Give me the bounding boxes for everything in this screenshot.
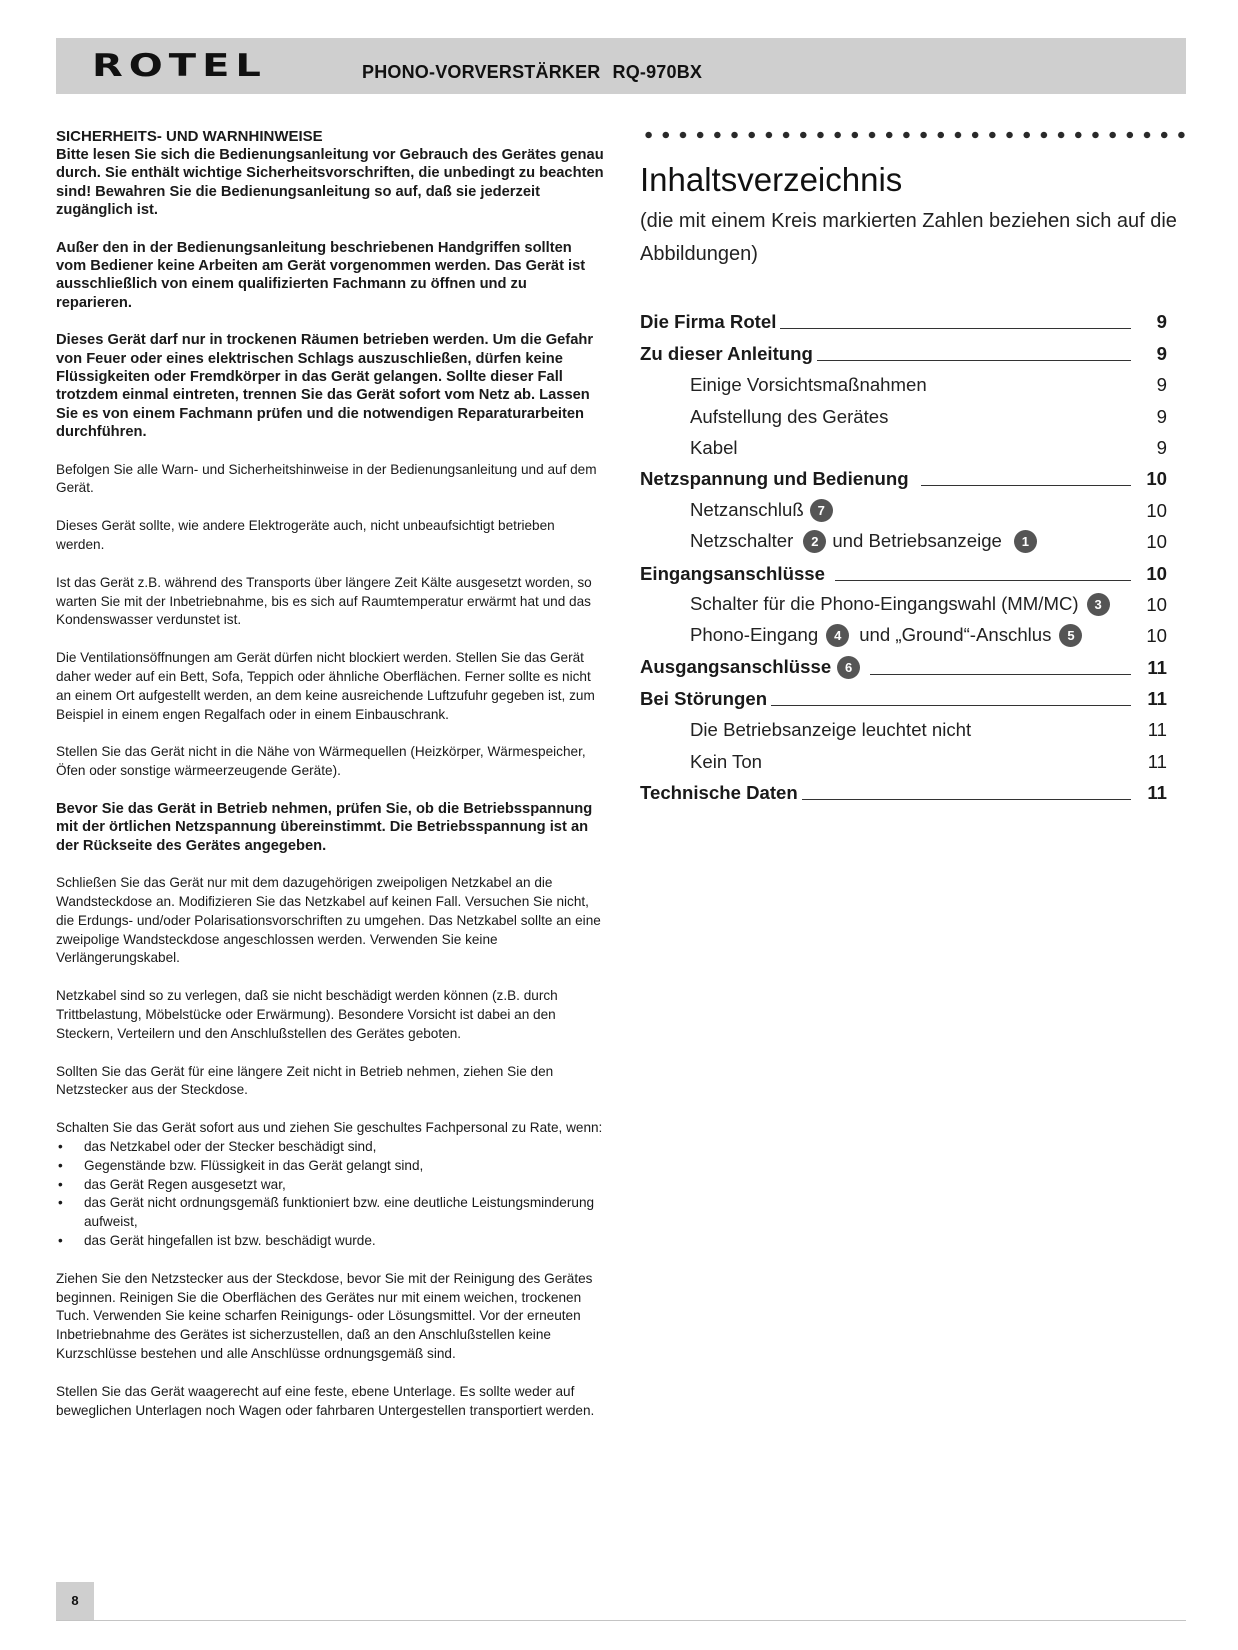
figure-reference-badge: 4 (826, 624, 849, 647)
toc-subentry[interactable] (640, 710, 1167, 741)
toc-subentry[interactable] (640, 490, 1167, 521)
toc-entry-text: Ausgangsanschlüsse (640, 655, 832, 677)
toc-entry[interactable] (640, 679, 1167, 710)
list-item-text: das Netzkabel oder der Stecker beschädigt sind, (84, 1139, 377, 1155)
leader-line (835, 579, 1131, 581)
toc-entry-label (640, 624, 1088, 647)
toc-entry-label: Zu dieser Anleitung (640, 342, 813, 364)
toc-entry-text: Netzschalter (690, 530, 794, 552)
product-type: PHONO-VORVERSTÄRKER (362, 62, 601, 82)
toc-entry-label: Einige Vorsichtsmaßnahmen (690, 374, 927, 396)
toc-subentry[interactable] (640, 585, 1167, 616)
toc-page-number: 9 (1156, 436, 1167, 458)
safety-paragraph: Ist das Gerät z.B. während des Transports über längere Zeit Kälte ausgesetzt worden, so warten Sie mit der Inbetriebnahme, bis es sich auf Raumtemperatur erwärmt hat und das Kondenswasser verdunstet ist. (56, 574, 592, 628)
safety-paragraph: Außer den in der Bedienungsanleitung beschriebenen Handgriffen sollten vom Bediener keine Arbeiten am Gerät vorgenommen werden. Das Gerät ist ausschließlich von einem qualifizierten Fachmann zu öffnen und zu reparieren. (56, 239, 586, 311)
safety-bullet-list (56, 1138, 606, 1251)
toc-entry-text: und „Ground“-Anschlus (859, 624, 1052, 646)
toc-page-number: 11 (1147, 782, 1167, 804)
toc-subentry[interactable] (640, 522, 1167, 553)
toc-page-number: 10 (1146, 625, 1167, 647)
bullet-icon: • (58, 1233, 63, 1249)
toc-entry[interactable] (640, 553, 1167, 584)
leader-line (817, 359, 1131, 361)
toc-page-number: 10 (1146, 562, 1167, 584)
figure-reference-badge: 5 (1059, 624, 1082, 647)
leader-line (780, 327, 1131, 329)
toc-page-number: 10 (1146, 593, 1167, 615)
product-model: RQ-970BX (612, 62, 703, 82)
toc-entry-label: Netzspannung und Bedienung (640, 468, 909, 490)
toc-subentry[interactable] (640, 741, 1167, 772)
toc-entry[interactable] (640, 773, 1167, 804)
toc-entry-label: Bei Störungen (640, 688, 768, 710)
safety-paragraph: Befolgen Sie alle Warn- und Sicherheitshinweise in der Bedienungsanleitung und auf dem Gerät. (56, 461, 597, 496)
list-item-text: das Gerät Regen ausgesetzt war, (84, 1176, 286, 1192)
safety-paragraph: Sollten Sie das Gerät für eine längere Zeit nicht in Betrieb nehmen, ziehen Sie den Netzstecker aus der Steckdose. (56, 1063, 554, 1098)
bullet-icon: • (58, 1139, 63, 1155)
toc-page-number: 9 (1156, 374, 1167, 396)
toc-entry-label (640, 656, 866, 679)
list-item-text: Gegenstände bzw. Flüssigkeit in das Gerät gelangt sind, (84, 1157, 424, 1173)
toc-title: Inhaltsverzeichnis (640, 161, 903, 198)
list-item (56, 1138, 606, 1157)
safety-paragraph: Bevor Sie das Gerät in Betrieb nehmen, prüfen Sie, ob die Betriebsspannung mit der örtlichen Netzspannung übereinstimmt. Die Betriebsspannung ist an der Rückseite des Gerätes angegeben. (56, 801, 593, 854)
toc-entry-text: Schalter für die Phono-Eingangswahl (MM/MC) (690, 592, 1079, 614)
page-number: 8 (56, 1582, 94, 1620)
toc-subentry[interactable] (640, 428, 1167, 459)
dotted-divider (640, 131, 1186, 139)
safety-paragraph: Die Ventilationsöffnungen am Gerät dürfen nicht blockiert werden. Stellen Sie das Gerät daher weder auf ein Bett, Sofa, Teppich oder ähnliche Oberflächen. Ferner sollte es nicht an einem Ort aufgestellt werden, an dem keine ausreichende Luftzufuhr gegeben ist, zum Beispiel in einem engen Regalfach oder in einem Einbauschrank. (56, 650, 595, 722)
toc-subentry[interactable] (640, 365, 1167, 396)
toc-page-number: 9 (1156, 405, 1167, 427)
list-item-text: das Gerät nicht ordnungsgemäß funktioniert bzw. eine deutliche Leistungsminderung aufweist, (84, 1195, 595, 1230)
toc-entry-text: und Betriebsanzeige (832, 530, 1002, 552)
leader-line (771, 704, 1131, 706)
toc-entry-text: Phono-Eingang (690, 624, 819, 646)
figure-reference-badge: 1 (1014, 530, 1037, 553)
list-item (56, 1157, 606, 1176)
toc-entry-label: Technische Daten (640, 782, 798, 804)
bullet-icon: • (58, 1195, 63, 1211)
safety-paragraph: Bitte lesen Sie sich die Bedienungsanleitung vor Gebrauch des Gerätes genau durch. Sie enthält wichtige Sicherheitsvorschriften, die unbedingt zu beachten sind! Bewahren Sie die Bedienungsanleitung so auf, daß sie jederzeit zugänglich ist. (56, 147, 604, 219)
safety-paragraph: Ziehen Sie den Netzstecker aus der Steckdose, bevor Sie mit der Reinigung des Gerätes beginnen. Reinigen Sie die Oberflächen des Gerätes nur mit einem weichen, trockenen Tuch. Verwenden Sie keine scharfen Reinigungs- oder Lösungsmittel. Vor der erneuten Inbetriebnahme des Gerätes ist sicherzustellen, daß an den Anschlußstellen keine Kurzschlüsse bestehen und alle Anschlüsse ordnungsgemäß sind. (56, 1270, 593, 1361)
figure-reference-badge: 3 (1087, 593, 1110, 616)
list-item (56, 1194, 606, 1232)
list-item (56, 1176, 606, 1195)
toc-entry[interactable] (640, 302, 1167, 333)
toc-page-number: 10 (1146, 531, 1167, 553)
safety-heading: SICHERHEITS- UND WARNHINWEISE (56, 128, 323, 145)
toc-page-number: 11 (1147, 688, 1167, 710)
safety-paragraph: Dieses Gerät sollte, wie andere Elektrogeräte auch, nicht unbeaufsichtigt betrieben werden. (56, 518, 555, 553)
toc-page-number: 11 (1147, 719, 1167, 741)
figure-reference-badge: 7 (810, 499, 833, 522)
safety-section (56, 128, 606, 1439)
toc-subentry[interactable] (640, 396, 1167, 427)
list-item-text: das Gerät hingefallen ist bzw. beschädigt wurde. (84, 1233, 376, 1249)
toc-entry-label: Die Firma Rotel (640, 311, 777, 333)
safety-paragraph: Stellen Sie das Gerät waagerecht auf eine feste, ebene Unterlage. Es sollte weder auf beweglichen Unterlagen noch Wagen oder fahrbaren Untergestellen transportiert werden. (56, 1383, 595, 1418)
toc-entry-label (640, 530, 1043, 553)
toc-page-number: 9 (1156, 311, 1167, 333)
header-title (362, 62, 702, 83)
toc-entry-label: Aufstellung des Gerätes (690, 405, 889, 427)
bullet-icon: • (58, 1176, 63, 1192)
toc-page-number: 9 (1156, 342, 1167, 364)
toc-entry-label: Kabel (690, 436, 738, 458)
toc-entry-label: Kein Ton (690, 750, 763, 772)
toc-subtitle: (die mit einem Kreis markierten Zahlen beziehen sich auf die Abbildungen) (640, 210, 1177, 265)
toc-page-number: 11 (1147, 656, 1167, 678)
toc-page-number: 10 (1146, 468, 1167, 490)
toc-page-number: 11 (1147, 750, 1167, 772)
safety-paragraph: Dieses Gerät darf nur in trockenen Räumen betrieben werden. Um die Gefahr von Feuer oder eines elektrischen Schlags auszuschließen, dürfen keine Flüssigkeiten oder Fremdkörper in das Gerät gelangen. Sollte dieser Fall trotzdem einmal eintreten, trennen Sie das Gerät sofort vom Netz ab. Lassen Sie es von einem Fachmann prüfen und die notwendigen Reparaturarbeiten durchführen. (56, 332, 594, 441)
figure-reference-badge: 6 (837, 656, 860, 679)
toc-page-number: 10 (1146, 499, 1167, 521)
footer-divider (56, 1620, 1186, 1621)
figure-reference-badge: 2 (803, 530, 826, 553)
toc-entry-label: Die Betriebsanzeige leuchtet nicht (690, 719, 972, 741)
brand-logo: ROTEL (92, 48, 267, 84)
safety-paragraph: Stellen Sie das Gerät nicht in die Nähe von Wärmequellen (Heizkörper, Wärmespeicher, Öfen oder sonstige wärmeerzeugende Geräte). (56, 744, 586, 779)
toc-entry[interactable] (640, 333, 1167, 364)
toc-entry-label: Eingangsanschlüsse (640, 562, 825, 584)
leader-line (802, 798, 1131, 800)
leader-line (870, 673, 1131, 675)
toc-entry-label (640, 593, 1116, 616)
safety-paragraph: Netzkabel sind so zu verlegen, daß sie nicht beschädigt werden können (z.B. durch Trittbelastung, Möbelstücke oder Erwärmung). Besondere Vorsicht ist dabei an den Steckern, Verteilern und den Anschlußstellen des Gerätes geboten. (56, 988, 558, 1041)
safety-paragraph: Schließen Sie das Gerät nur mit dem dazugehörigen zweipoligen Netzkabel an die Wandsteckdose an. Modifizieren Sie das Netzkabel auf keinen Fall. Versuchen Sie nicht, die Erdungs- und/oder Polarisationsvorschriften zu umgehen. Das Netzkabel sollte an eine zweipolige Wandsteckdose angeschlossen werden. Verwenden Sie keine Verlängerungskabel. (56, 875, 601, 966)
list-item (56, 1232, 606, 1251)
toc-entry[interactable] (640, 459, 1167, 490)
safety-paragraph: Schalten Sie das Gerät sofort aus und ziehen Sie geschultes Fachpersonal zu Rate, wenn: (56, 1120, 603, 1136)
toc-entry-label (640, 499, 839, 522)
toc-list (640, 302, 1167, 804)
toc-subentry[interactable] (640, 616, 1167, 647)
toc-entry-text: Netzanschluß (690, 498, 804, 520)
bullet-icon: • (58, 1157, 63, 1173)
header-bar (56, 38, 1186, 94)
toc-entry[interactable] (640, 647, 1167, 678)
leader-line (921, 484, 1131, 486)
